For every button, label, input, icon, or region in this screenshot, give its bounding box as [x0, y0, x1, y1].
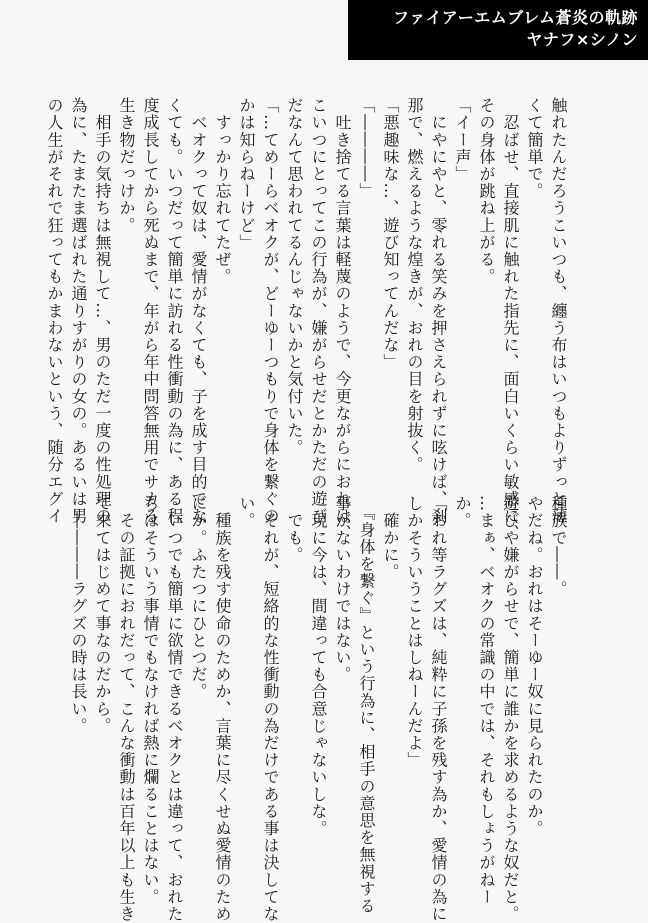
text-line: 忍ばせ、直接肌に触れた指先に、面白いくらい敏感に、: [501, 97, 520, 542]
text-line: 種族を残す使命のためか、言葉に尽くせぬ愛情のため: [213, 495, 232, 923]
text-line: こいつにとってこの行為が、嫌がらせだとかただの遊び: [309, 97, 328, 525]
text-line: 相手の気持ちは無視して…、男のただ一度の性処理の: [93, 97, 112, 525]
text-line: ちはそういう事情でもなければ熱に爛ることはない。: [141, 495, 160, 906]
text-line: その身体が跳ね上がる。: [477, 97, 496, 286]
text-line: 「――――」: [357, 97, 376, 200]
text-line: すっかり忘れてたぜ。: [213, 97, 232, 286]
text-line: 「…てめーらベオクが、どーゆーつもりで身体を繋ぐの: [261, 97, 280, 525]
text-line: だなんて思われてるんじゃないかと気付いた。: [285, 97, 304, 457]
text-line: か。: [453, 495, 472, 530]
text-line: 那で、燃えるような煌きが、おれの目を射抜く。: [405, 97, 424, 474]
text-line: 「イー声」: [453, 97, 472, 183]
text-line: 確かに。: [381, 495, 400, 581]
text-line: …まぁ、ベオクの常識の中では、それもしょうがねー: [477, 495, 496, 906]
text-line: 触れたんだろうこいつも、纏う布はいつもよりずっと薄: [549, 97, 568, 525]
text-line: 「悪趣味な…、遊び知ってんだな」: [381, 97, 400, 371]
text-line: ――――ラグズの時は長い。: [69, 495, 88, 735]
book-subtitle: ヤナフ×シノン: [526, 30, 638, 49]
text-line: 種族で――。: [549, 495, 568, 598]
text-line: 事がないわけではない。: [333, 495, 352, 684]
text-line: 生き物だっけか。: [117, 97, 136, 234]
text-line: いつでも簡単に欲情できるベオクとは違って、おれた: [165, 495, 184, 923]
text-line: しかそういうことはしねーんだよ」: [405, 495, 424, 769]
text-column-bottom: [66, 495, 570, 923]
text-line: て来てはじめて事なのだから。: [93, 495, 112, 735]
text-line: くても。いつだって簡単に訪れる性衝動の為に、ある程: [165, 97, 184, 525]
text-line: にか。ふたつにひとつだ。: [189, 495, 208, 701]
book-title: ファイアーエムブレム蒼炎の軌跡: [393, 8, 638, 27]
text-line: 遊びや嫌がらせで、簡単に誰かを求めるような奴だと。: [501, 495, 520, 923]
text-line: やだね。おれはそーゆー奴に見られたのか。: [525, 495, 544, 837]
text-line: でも。: [285, 495, 304, 564]
text-line: い。: [237, 495, 256, 530]
text-line: 現に今は、間違っても合意じゃないしな。: [309, 495, 328, 837]
text-line: かは知らねーけど」: [237, 97, 256, 251]
text-line: 「おれ等ラグズは、純粋に子孫を残す為か、愛情の為に: [429, 495, 448, 923]
text-line: 為に、たまたま選ばれた通りすがりの女の。あるいは男: [69, 97, 88, 525]
text-line: それが、短絡的な性衝動の為だけである事は決してな: [261, 495, 280, 923]
text-line: ベオクって奴は、愛情がなくても、子を成す目的でな: [189, 97, 208, 525]
text-line: の人生がそれで狂ってもかまわないという、随分エグイ: [45, 97, 64, 525]
text-line: その証拠におれだって、こんな衝動は百年以上も生き: [117, 495, 136, 923]
title-banner: [348, 0, 648, 60]
text-line: 度成長してから死ぬまで、年がら年中問答無用でサカる: [141, 97, 160, 525]
text-line: 『身体を繋ぐ』という行為に、相手の意思を無視する: [357, 495, 376, 915]
text-line: くて簡単で。: [525, 97, 544, 200]
text-line: にやにやと、零れる笑みを押さえられずに呟けば、刹: [429, 97, 448, 525]
text-line: 吐き捨てる言葉は軽蔑のようで、今更ながらにおれは、: [333, 97, 352, 542]
